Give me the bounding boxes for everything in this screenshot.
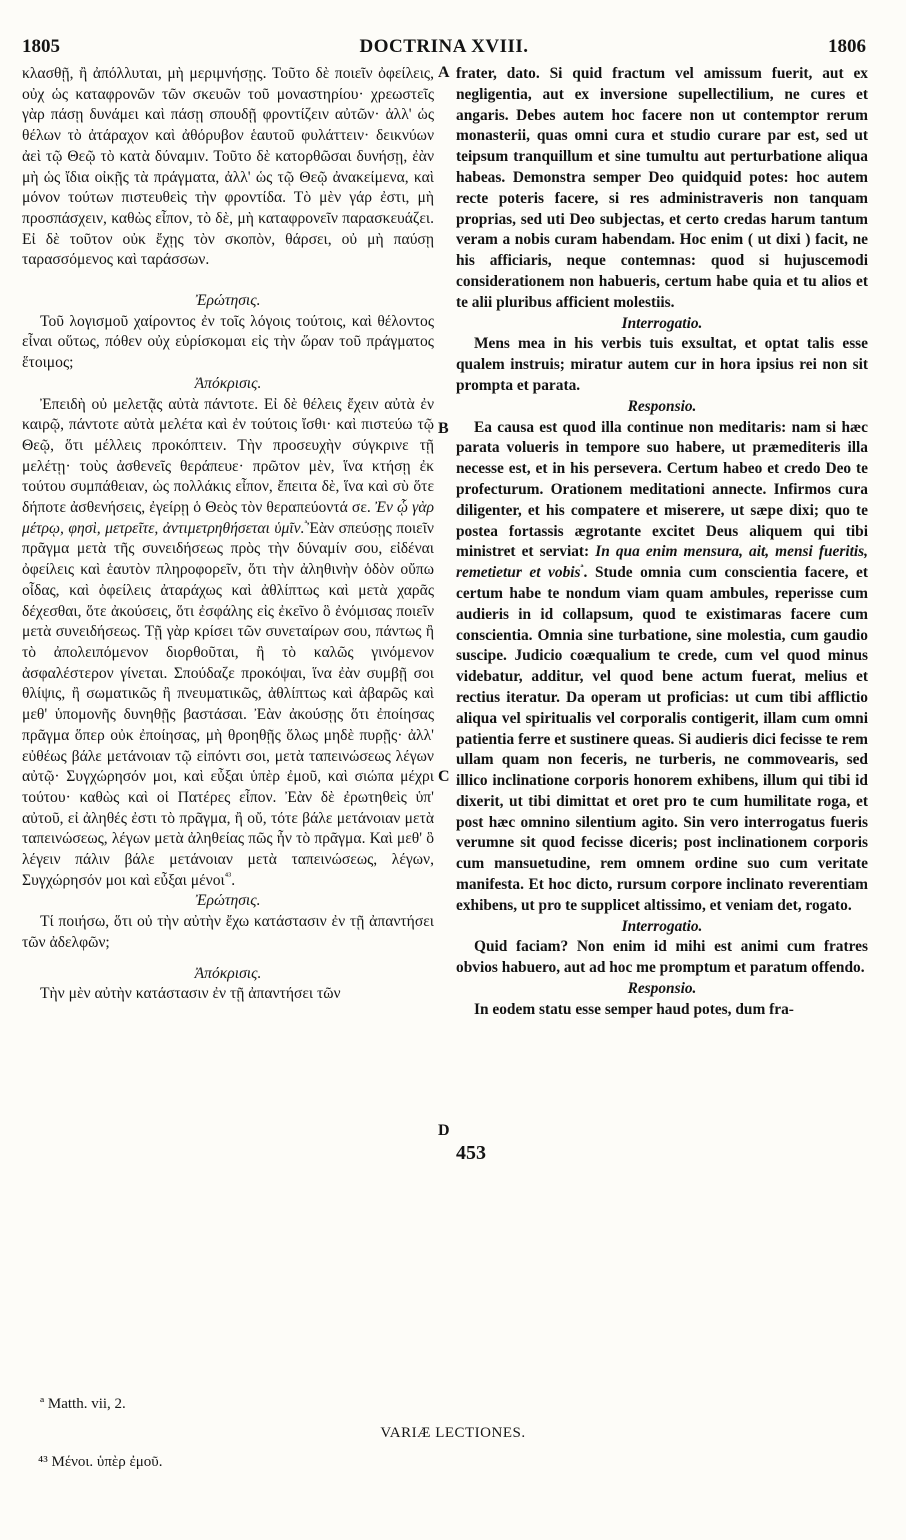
running-header [22, 36, 866, 60]
greek-scripture-quote: Ἐν ᾧ γὰρ μέτρῳ, φησὶ, μετρεῖτε, ἀντιμετρηθήσεται ὑμῖν. [22, 499, 434, 537]
variae-lectiones-note: ⁴³ Μένοι. ὑπὲρ ἐμοῦ. [38, 1454, 163, 1470]
page-number-left: 1805 [22, 36, 60, 57]
latin-heading-interrogatio: Interrogatio. [621, 314, 703, 332]
latin-text: . Stude omnia cum conscientia facere, et certum habe te nondum viam quam ambules, reperisse cum audieris in id collapsum, quod te existimaras facere cum conscientia. Omnia sine turbatione, sine molestia, cum gaudio suscipe. Judicio coæqualium te crede, cum vel quod minus videbatur, additur, vel quod bene actum fuerat, melius et rectius iteratur. Da operam ut proficias: ut cum tibi afflictio aliqua vel spiritualis vel corporalis contigerit, illam cum omni patientia ferre et sustinere queas. Si audieris dici fecisse te rem ullam quam non feceris, ne turberis, ne commovearis, sed illico inclinatione corporis honorem exhibens, illum qui tibi id dixerit, ut tibi dimittat et oret pro te cum humilitate roga, et post hæc omnino silentium agito. Sin vero interrogatus fueris verumne sit quod fecisse diceris; post inclinationem corporis cum mansuetudine, rem omnem ordine suo cum veritate manifesta. Et hoc dicto, rursum corpore inclinato reverentiam exhibens, ut pro te supplicet altissimo, et veniam det, rogato. [456, 564, 868, 914]
latin-paragraph: Quid faciam? Non enim id mihi est animi cum fratres obvios habuero, aut ad hoc me promptum et paratum offendo. [456, 938, 868, 977]
greek-paragraph: Τί ποιήσω, ὅτι οὐ τὴν αὐτὴν ἔχω κατάστασιν ἐν τῇ ἀπαντήσει τῶν ἀδελφῶν; [22, 913, 434, 951]
latin-paragraph: In eodem statu esse semper haud potes, dum fra- [474, 1000, 794, 1018]
greek-paragraph: Τὴν μὲν αὐτὴν κατάστασιν ἐν τῇ ἀπαντήσει τῶν [40, 985, 341, 1003]
latin-heading-responsio: Responsio. [627, 980, 697, 998]
latin-paragraph: Mens mea in his verbis tuis exsultat, et optat talis esse qualem instruis; miratur autem cur in hora ipsius rei non sit prompta et parata. [456, 335, 868, 394]
greek-paragraph: κλασθῇ, ἢ ἀπόλλυται, μὴ μεριμνήσῃς. Τοῦτο δὲ ποιεῖν ὀφείλεις, οὐχ ὡς καταφρονῶν τῶν σκευῶν τοῦ μοναστηρίου· χρεωστεῖς γὰρ πάσῃ δυνάμει καὶ πάσῃ σπουδῇ φροντίζειν αὐτῶν· ἀλλ' ὡς θέλων τὸ ἀτάραχον καὶ ἀθόρυβον ἑαυτοῦ φυλάττειν· δεικνύων ἀεὶ τῷ Θεῷ τὸ κατὰ δύναμιν. Τοῦτο δὲ κατορθῶσαι δυνήσῃ, ἐὰν μὴ ὡς ἴδια οἰκῇς τὰ πράγματα, ἀλλ' ὡς τῷ Θεῷ ἀνακείμενα, καὶ μόνον τούτων πιστευθεὶς τὴν φροντίδα. Τὸ μὲν γάρ ἐστι, μὴ προσπάσχειν, καθὼς εἶπον, τὸ δὲ, μὴ καταφρονεῖν παρασκευάζει. Εἰ δὲ τοῦτον οὐκ ἔχῃς τὸν σκοπὸν, θάρσει, οὐ μὴ παύσῃ ταρασσόμενος καὶ ταράσσων. [22, 65, 434, 269]
latin-column [456, 64, 868, 1021]
margin-page-number: 453 [456, 1142, 486, 1164]
footnote-marker: ª [304, 518, 308, 530]
greek-heading-response: Ἀπόκρισις. [194, 374, 262, 392]
greek-heading-interrogation: Ἐρώτησις. [195, 292, 261, 310]
latin-paragraph: frater, dato. Si quid fractum vel amissum fuerit, aut ex negligentia, aut ex inversione supellectilium, ne cures et angaris. Debes autem hoc facere non ut contemptor rerum monasterii, quas omni cura et studio curare par est, sed ut teipsum tranquillum et sine tumultu aut perturbatione aliqua habeas. Demonstra semper Deo quidquid potes: hoc autem recte poteris facere, si res administraveris non tanquam proprias, sed uti Deo subjectas, et certo credas harum tantum veram a nobis curam habendam. Hoc enim ( ut dixi ) facit, ne his afficiaris, neque contemnas: quod si hujuscemodi considerationem non habueris, certum habe quia et tu alios et te alii pluribus afficient molestiis. [456, 65, 868, 311]
page-number-right: 1806 [828, 36, 866, 57]
variae-lectiones-heading: VARIÆ LECTIONES. [380, 1425, 526, 1441]
margin-letter-d: D [438, 1122, 450, 1139]
greek-text: . [231, 871, 236, 889]
latin-text: Ea causa est quod illa continue non meditaris: nam si hæc parata volueris in tempore suo habere, ut præmediteris illa necesse est, et in his persevera. Certum habeo et credo Deo te profecturum. Orationem meditationi annecte. Infirmos cura diligenter, et his compatere et miserere, ut sæpe dixi; quo te postea fortassis ægrotante excitet Deus aliquem qui tibi ministret et serviat: [456, 418, 868, 561]
greek-paragraph [22, 395, 434, 892]
greek-text: Ἐὰν σπεύσῃς ποιεῖν πρᾶγμα μετὰ τῆς συνειδήσεως πρὸς τὴν δύναμίν σου, εἰδέναι ὀφείλεις καὶ ἑαυτὸν πληροφορεῖν, ὅτι τὴν ἀληθινὴν ὁδὸν οὔπω οἶδας, καὶ ὀφείλεις ἀταράχως καὶ ἀθλίπτως καὶ μετὰ χαρᾶς δέχεσθαι, ὅτε ἀκούσεις, ὅτι ἐσφάλης εἰς ἐκεῖνο ὃ ἐνόμισας ποιεῖν μετὰ συνειδήσεως. Τῇ γὰρ κρίσει τῶν συνεταίρων σου, πάντως ἢ τὸ ἀπολειπόμενον διορθοῦται, ἢ τὸ καλῶς γινόμενον ἀσφαλέστερον γίνεται. Σπούδαζε προκόψαι, ἵνα ἐὰν συμβῇ σοι θλίψις, ἢ σωματικῶς ἢ πνευματικῶς, ἀθλίπτως καὶ ἀβαρῶς καὶ μεθ' ὑπομονῆς δυνηθῇς βαστάσαι. Ἐὰν ἀκούσῃς ὅτι ἐποίησας πρᾶγμα ὅπερ οὐκ ἐποίησας, μὴ θροηθῇς ὅλως μηδὲ πυρῇς· ἀλλ' εὐθέως βάλε μετάνοιαν τῷ εἰπόντι σοι, μετὰ ταπεινώσεως λέγων αὐτῷ· Συγχώρησόν μοι, καὶ εὖξαι ὑπὲρ ἐμοῦ, καὶ σιώπα μέχρι τούτου· καθὼς καὶ οἱ Πατέρες εἶπον. Ἐὰν δὲ ἐρωτηθεὶς ὑπ' αὐτοῦ, εἰ ἀληθές ἐστι τὸ πρᾶγμα, ἢ οὔ, τότε βάλε μετάνοιαν μετὰ ταπεινώσεως, λέγων μετὰ ἀληθείας πῶς ἦν τὸ πρᾶγμα. Καὶ μεθ' ὃ λέγειν πάλιν βάλε μετάνοιαν μετὰ ταπεινώσεως, λέγων, Συγχώρησόν μοι καὶ εὖξαι μένοι [22, 519, 434, 889]
latin-heading-responsio: Responsio. [627, 397, 697, 415]
margin-letter-b: B [438, 420, 449, 437]
margin-letter-c: C [438, 768, 450, 785]
running-title: DOCTRINA XVIII. [359, 36, 529, 57]
greek-heading-response: Ἀπόκρισις. [194, 964, 262, 982]
greek-heading-interrogation: Ἐρώτησις. [195, 892, 261, 910]
latin-heading-interrogatio: Interrogatio. [621, 917, 703, 935]
greek-paragraph: Τοῦ λογισμοῦ χαίροντος ἐν τοῖς λόγοις τούτοις, καὶ θέλοντος εἶναι οὕτως, πόθεν οὐχ εὑρίσκομαι εἰς τὴν ὥραν τοῦ πράγματος ἕτοιμος; [22, 312, 434, 372]
greek-column [22, 64, 434, 1005]
variant-marker: ⁴³ [224, 870, 232, 882]
latin-scripture-quote: In qua enim mensura, ait, mensi fueritis, remetietur et vobis [456, 543, 869, 582]
latin-paragraph [456, 418, 868, 917]
scripture-footnote: ª Matth. vii, 2. [40, 1396, 126, 1412]
greek-text: Ἐπειδὴ οὐ μελετᾷς αὐτὰ πάντοτε. Εἰ δὲ θέλεις ἔχειν αὐτὰ ἐν καιρῷ, πάντοτε αὐτὰ μελέτα καὶ ἐν τούτοις ἴσθι· καὶ πιστεύω τῷ Θεῷ, ὅτι μέλλεις προκόπτειν. Τὴν προσευχὴν σύγκρινε τῇ μελέτῃ· τοὺς ἀσθενεῖς θεράπευε· πρῶτον μὲν, ἵνα κτήσῃ ἐκ τούτου συμπάθειαν, ὡς πολλάκις εἶπον, ἔπειτα δὲ, ἵνα καὶ σὺ ὅτε δήποτε ἀσθενήσεις, ἐγείρῃ ὁ Θεὸς τὸν θεραπεύοντά σε. [22, 395, 434, 517]
footnote-marker: ª [580, 563, 584, 574]
margin-letter-a: A [438, 64, 450, 81]
